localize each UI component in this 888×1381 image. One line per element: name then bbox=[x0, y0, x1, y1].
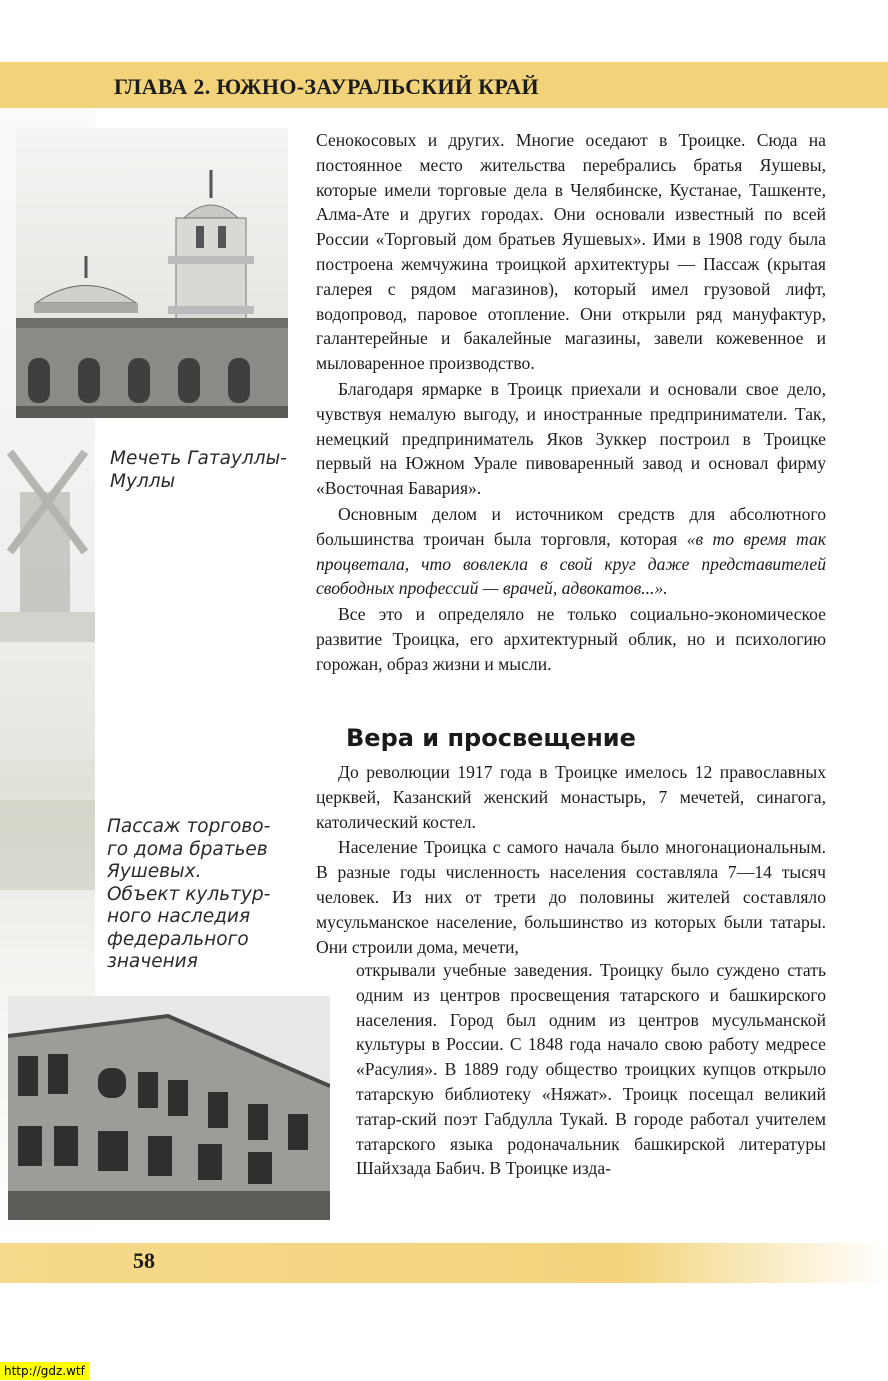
passage-caption: Пассаж торгово- го дома братьев Яушевых. Объект культур- ного наследия федерального значения bbox=[107, 816, 271, 972]
paragraph-text: Основным делом и источником средств для абсолютного большинства троичан была торговля, которая bbox=[316, 503, 826, 549]
paragraph: Все это и определяло не только социально-экономическое развитие Троицка, его архитектурный облик, но и психологию горожан, образ жизни и мысли. bbox=[316, 604, 826, 674]
paragraph: Население Троицка с самого начала было многонациональным. В разные годы численность населения составляла 7—14 тысяч человек. Из них от трети до половины жителей составляло мусульманское население, большинство из которых были татары. Они строили дома, мечети, bbox=[316, 837, 826, 957]
mosque-photo bbox=[16, 128, 288, 418]
passage-photo bbox=[8, 996, 330, 1220]
paragraph: Сенокосовых и других. Многие оседают в Троицке. Сюда на постоянное место жительства перебрались братья Яушевы, которые имели торговые дела в Челябинске, Кустанае, Ташкенте, Алма-Ате и других городах. Они основали известный по всей России «Торговый дом братьев Яушевых». Ими в 1908 году была построена жемчужина троицкой архитектуры — Пассаж (крытая галерея с рядом магазинов), который имел грузовой лифт, водопровод, паровое отопление. Они открыли ряд мануфактур, галантерейные и бакалейные магазины, завели кожевенное и мыловаренное производство. bbox=[316, 130, 826, 374]
paragraph: открывали учебные заведения. Троицку было суждено стать одним из центров просвещения татарского и башкирского населения. Город был одним из центров мусульманской культуры в России. С 1848 года начало свою работу медресе «Расулия». В 1889 году общество троицких купцов открыло татарскую библиотеку «Няжат». Троицк посещал великий татар-ский поэт Габдулла Тукай. В городе работал учителем татарского языка родоначальник башкирской литературы Шайхзада Бабич. В Троицке изда- bbox=[356, 960, 826, 1179]
chapter-title: ГЛАВА 2. ЮЖНО-ЗАУРАЛЬСКИЙ КРАЙ bbox=[114, 74, 539, 99]
paragraph: До революции 1917 года в Троицке имелось 12 православных церквей, Казанский женский монастырь, 7 мечетей, синагога, католический костел. bbox=[316, 762, 826, 832]
windmill-background-image bbox=[0, 432, 95, 642]
field-background-image bbox=[0, 760, 95, 890]
mosque-caption: Мечеть Гатауллы- Муллы bbox=[110, 448, 287, 492]
main-text-section bbox=[316, 760, 826, 959]
page-number: 58 bbox=[133, 1248, 155, 1273]
section-title: Вера и просвещение bbox=[346, 724, 636, 752]
quote-text: «в то время так процветала, что вовлекла в свой круг даже представителей свободных профессий — врачей, адвокатов...». bbox=[316, 528, 826, 599]
watermark-link[interactable]: http://gdz.wtf bbox=[0, 1362, 89, 1380]
main-text-upper bbox=[316, 128, 826, 677]
paragraph bbox=[316, 502, 826, 601]
paragraph: Благодаря ярмарке в Троицк приехали и основали свое дело, чувствуя немалую выгоду, и иностранные предприниматели. Так, немецкий предприниматель Яков Зуккер построил в Троицке первый на Южном Урале пивоваренный завод и основал фирму «Восточная Бавария». bbox=[316, 378, 826, 499]
main-text-lower bbox=[356, 958, 826, 1181]
